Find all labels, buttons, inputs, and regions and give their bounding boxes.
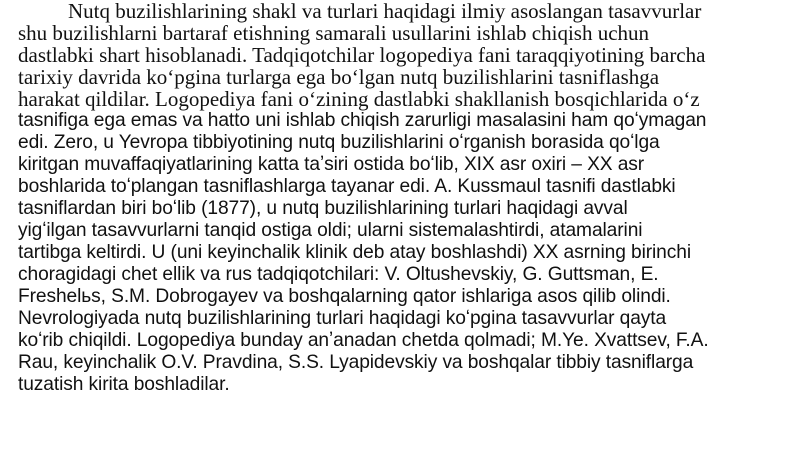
text-line: dastlabki shart hisoblanadi. Tadqiqotchilar logopediya fani taraqqiyotining barcha <box>18 43 706 67</box>
paragraph <box>18 0 788 396</box>
text-line: tasnifiga ega emas va hatto uni ishlab chiqish zarurligi masalasini ham qoʻymagan <box>18 110 707 131</box>
text-line: boshlarida toʻplangan tasniflashlarga tayanar edi. A. Kussmaul tasnifi dastlabki <box>18 176 676 197</box>
text-line: tasniflardan biri boʻlib (1877), u nutq buzilishlarining turlari haqidagi avval <box>18 198 628 219</box>
text-line: choragidagi chet ellik va rus tadqiqotchilari: V. Oltushevskiy, G. Guttsman, E. <box>18 264 659 285</box>
text-line: tuzatish kirita boshladilar. <box>18 374 230 395</box>
text-line: tarixiy davrida koʻpgina turlarga ega boʻlgan nutq buzilishlarini tasniflashga <box>18 65 660 89</box>
text-line: Freshelьs, S.M. Dobrogayev va boshqalarning qator ishlariga asos qilib olindi. <box>18 286 671 307</box>
text-line: tartibga keltirdi. U (uni keyinchalik klinik deb atay boshlashdi) XX asrning birinchi <box>18 242 691 263</box>
text-line: koʻrib chiqildi. Logopediya bunday anʼanadan chetda qolmadi; M.Ye. Xvattsev, F.A. <box>18 330 709 351</box>
text-line: Rau, keyinchalik O.V. Pravdina, S.S. Lyapidevskiy va boshqalar tibbiy tasniflarga <box>18 352 694 373</box>
text-line: Nevrologiyada nutq buzilishlarining turlari haqidagi koʻpgina tasavvurlar qayta <box>18 308 667 329</box>
text-line: kiritgan muvaffaqiyatlarining katta taʼsiri ostida boʻlib, XIX asr oxiri – XX asr <box>18 154 645 175</box>
text-line: yigʻilgan tasavvurlarni tanqid ostiga oldi; ularni sistemalashtirdi, atamalarini <box>18 220 643 241</box>
text-line: Nutq buzilishlarining shakl va turlari haqidagi ilmiy asoslangan tasavvurlar <box>68 0 702 23</box>
text-line: shu buzilishlarni bartaraf etishning samarali usullarini ishlab chiqish uchun <box>18 21 650 45</box>
text-line: harakat qildilar. Logopediya fani oʻzining dastlabki shakllanish bosqichlarida oʻz <box>18 87 700 111</box>
text-line: edi. Zero, u Yevropa tibbiyotining nutq buzilishlarini oʻrganish borasida qoʻlga <box>18 132 660 153</box>
